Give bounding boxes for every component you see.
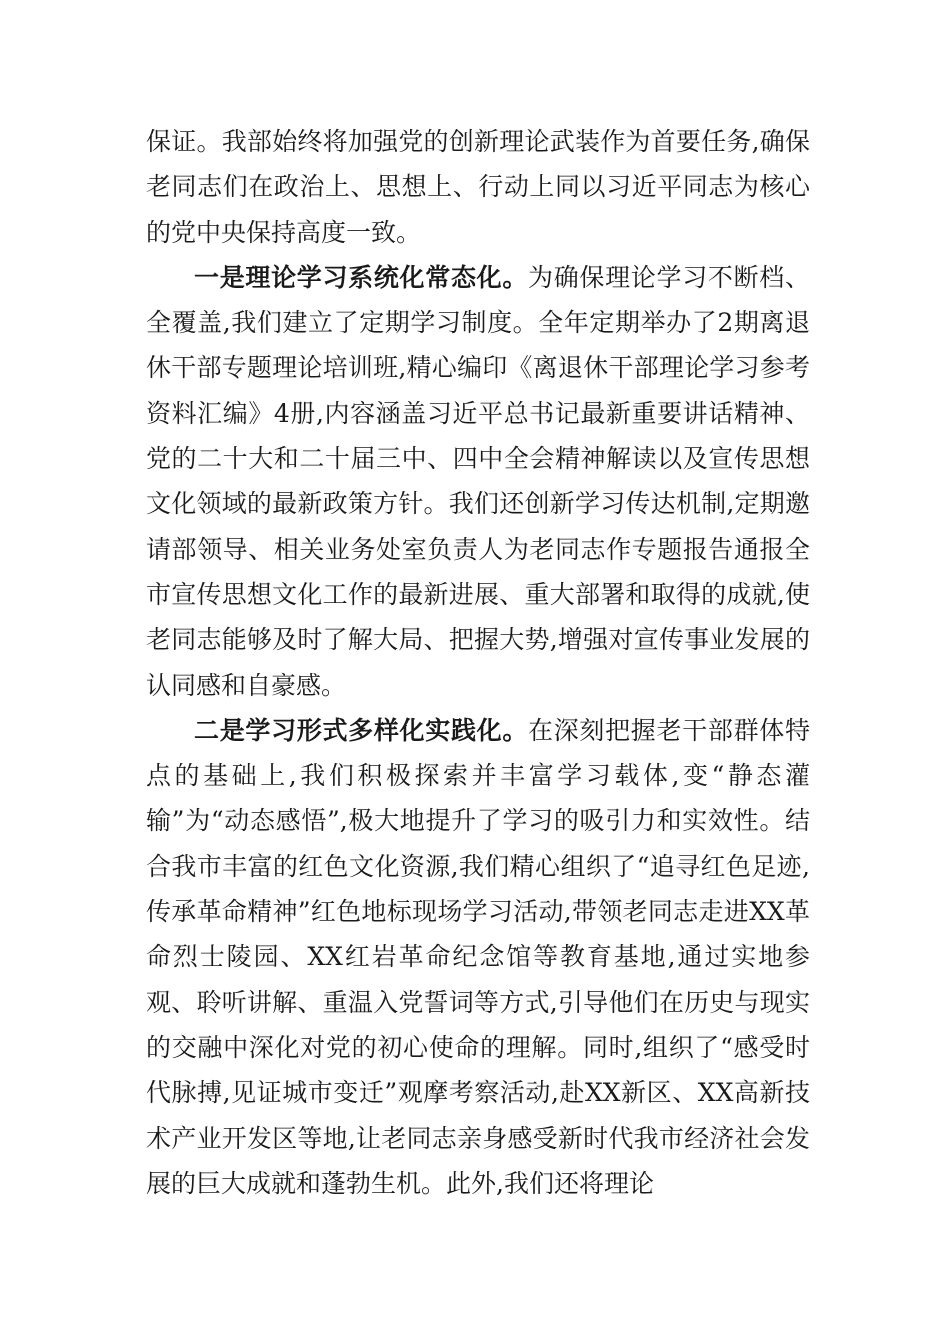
paragraph-lead-heading: 二是学习形式多样化实践化。: [194, 715, 529, 745]
paragraph-study-forms: [146, 708, 810, 1206]
document-body: [146, 119, 810, 1206]
paragraph-text: 为确保理论学习不断档、全覆盖,我们建立了定期学习制度。全年定期举办了2期离退休干部专题理论培训班,精心编印《离退休干部理论学习参考资料汇编》4册,内容涵盖习近平总书记最新重要讲话精神、党的二十大和二十届三中、四中全会精神解读以及宣传思想文化领域的最新政策方针。我们还创新学习传达机制,定期邀请部领导、相关业务处室负责人为老同志作专题报告通报全市宣传思想文化工作的最新进展、重大部署和取得的成就,使老同志能够及时了解大局、把握大势,增强对宣传事业发展的认同感和自豪感。: [146, 262, 810, 700]
paragraph-theory-study: [146, 255, 810, 708]
paragraph-text: 在深刻把握老干部群体特点的基础上,我们积极探索并丰富学习载体,变“静态灌输”为“动态感悟”,极大地提升了学习的吸引力和实效性。结合我市丰富的红色文化资源,我们精心组织了“追寻红色足迹,传承革命精神”红色地标现场学习活动,带领老同志走进XX革命烈士陵园、XX红岩革命纪念馆等教育基地,通过实地参观、聆听讲解、重温入党誓词等方式,引导他们在历史与现实的交融中深化对党的初心使命的理解。同时,组织了“感受时代脉搏,见证城市变迁”观摩考察活动,赴XX新区、XX高新技术产业开发区等地,让老同志亲身感受新时代我市经济社会发展的巨大成就和蓬勃生机。此外,我们还将理论: [146, 715, 810, 1198]
paragraph-text: 保证。我部始终将加强党的创新理论武装作为首要任务,确保老同志们在政治上、思想上、行动上同以习近平同志为核心的党中央保持高度一致。: [146, 127, 810, 247]
paragraph-intro-continuation: [146, 119, 810, 255]
paragraph-lead-heading: 一是理论学习系统化常态化。: [194, 262, 529, 292]
